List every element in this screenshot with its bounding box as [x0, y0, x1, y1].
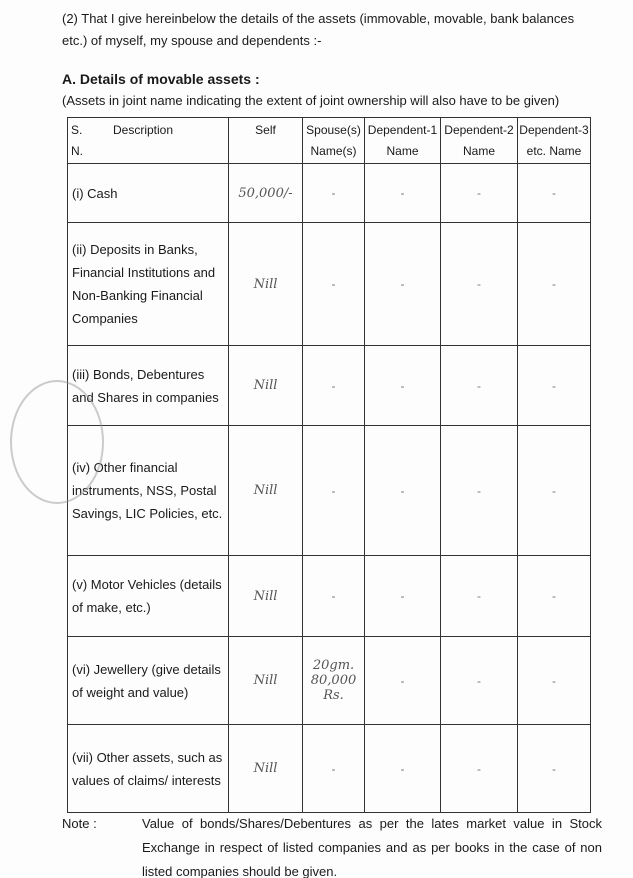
row-description: [68, 164, 229, 223]
cell-dep1: -: [365, 346, 441, 426]
row-number: (vii): [72, 749, 93, 765]
row-desc-text: Other assets, such as values of claims/ interests: [72, 749, 223, 788]
cell-dep1: -: [365, 637, 441, 725]
row-description: [68, 637, 229, 725]
cell-spouse: 20gm. 80,000 Rs.: [303, 637, 365, 725]
cell-self: Nill: [229, 725, 303, 813]
cell-spouse: -: [303, 556, 365, 637]
row-desc-text: Deposits in Banks, Financial Institutions and Non-Banking Financial Companies: [72, 242, 216, 326]
header-spouse: Spouse(s) Name(s): [303, 118, 365, 164]
row-desc-text: Motor Vehicles (details of make, etc.): [72, 577, 222, 615]
section-note: (Assets in joint name indicating the extent of joint ownership will also have to be given): [62, 93, 560, 108]
cell-self: 50,000/-: [229, 164, 303, 223]
note-label: Note :: [62, 816, 97, 831]
cell-spouse: -: [303, 725, 365, 813]
notary-stamp: [10, 380, 104, 504]
cell-dep1: -: [365, 725, 441, 813]
table-row: [68, 164, 591, 223]
cell-dep2: -: [441, 725, 518, 813]
note: [62, 812, 602, 878]
header-sn-description: [68, 118, 229, 164]
row-number: (i): [72, 185, 84, 201]
section-title: A. Details of movable assets :: [62, 71, 260, 87]
cell-dep2: -: [441, 346, 518, 426]
cell-dep3: -: [518, 223, 591, 346]
cell-spouse: -: [303, 426, 365, 556]
table-row: [68, 556, 591, 637]
movable-assets-table: [67, 117, 591, 813]
header-self: Self: [229, 118, 303, 164]
cell-dep3: -: [518, 346, 591, 426]
cell-self: Nill: [229, 223, 303, 346]
row-description: [68, 725, 229, 813]
cell-dep2: -: [441, 426, 518, 556]
header-row: [68, 118, 591, 164]
header-description: Description: [113, 123, 174, 137]
cell-dep2: -: [441, 164, 518, 223]
cell-dep3: -: [518, 556, 591, 637]
header-dep3: Dependent-3 etc. Name: [518, 118, 591, 164]
row-desc-text: Cash: [87, 185, 118, 201]
row-desc-text: Bonds, Debentures and Shares in companies: [72, 366, 219, 405]
cell-dep3: -: [518, 637, 591, 725]
cell-dep2: -: [441, 223, 518, 346]
cell-spouse: -: [303, 346, 365, 426]
row-description: [68, 556, 229, 637]
table-row: [68, 725, 591, 813]
cell-self: Nill: [229, 346, 303, 426]
cell-spouse: -: [303, 223, 365, 346]
row-description: [68, 223, 229, 346]
cell-self: Nill: [229, 426, 303, 556]
intro-paragraph: (2) That I give hereinbelow the details of the assets (immovable, movable, bank balances etc.) of myself, my spouse and dependents :-: [62, 11, 575, 48]
header-sn: S. N.: [71, 123, 83, 158]
table-row: [68, 223, 591, 346]
row-number: (v): [72, 577, 88, 592]
row-desc-text: Other financial instruments, NSS, Postal Savings, LIC Policies, etc.: [72, 460, 223, 521]
cell-dep1: -: [365, 164, 441, 223]
note-text: Value of bonds/Shares/Debentures as per the lates market value in Stock Exchange in respect of listed companies and as per books in the case of non listed companies should be given.: [142, 816, 602, 878]
cell-spouse: -: [303, 164, 365, 223]
cell-dep1: -: [365, 223, 441, 346]
row-number: (iv): [72, 460, 91, 475]
cell-dep2: -: [441, 637, 518, 725]
header-dep1: Dependent-1 Name: [365, 118, 441, 164]
row-number: (vi): [72, 661, 91, 677]
cell-dep3: -: [518, 426, 591, 556]
cell-self: Nill: [229, 556, 303, 637]
table-row: [68, 346, 591, 426]
cell-dep1: -: [365, 556, 441, 637]
cell-dep2: -: [441, 556, 518, 637]
cell-dep3: -: [518, 164, 591, 223]
cell-dep3: -: [518, 725, 591, 813]
row-number: (ii): [72, 242, 87, 257]
row-number: (iii): [72, 366, 90, 382]
row-desc-text: Jewellery (give details of weight and value): [72, 661, 221, 700]
header-dep2: Dependent-2 Name: [441, 118, 518, 164]
cell-self: Nill: [229, 637, 303, 725]
cell-dep1: -: [365, 426, 441, 556]
table-row: [68, 637, 591, 725]
table-row: [68, 426, 591, 556]
